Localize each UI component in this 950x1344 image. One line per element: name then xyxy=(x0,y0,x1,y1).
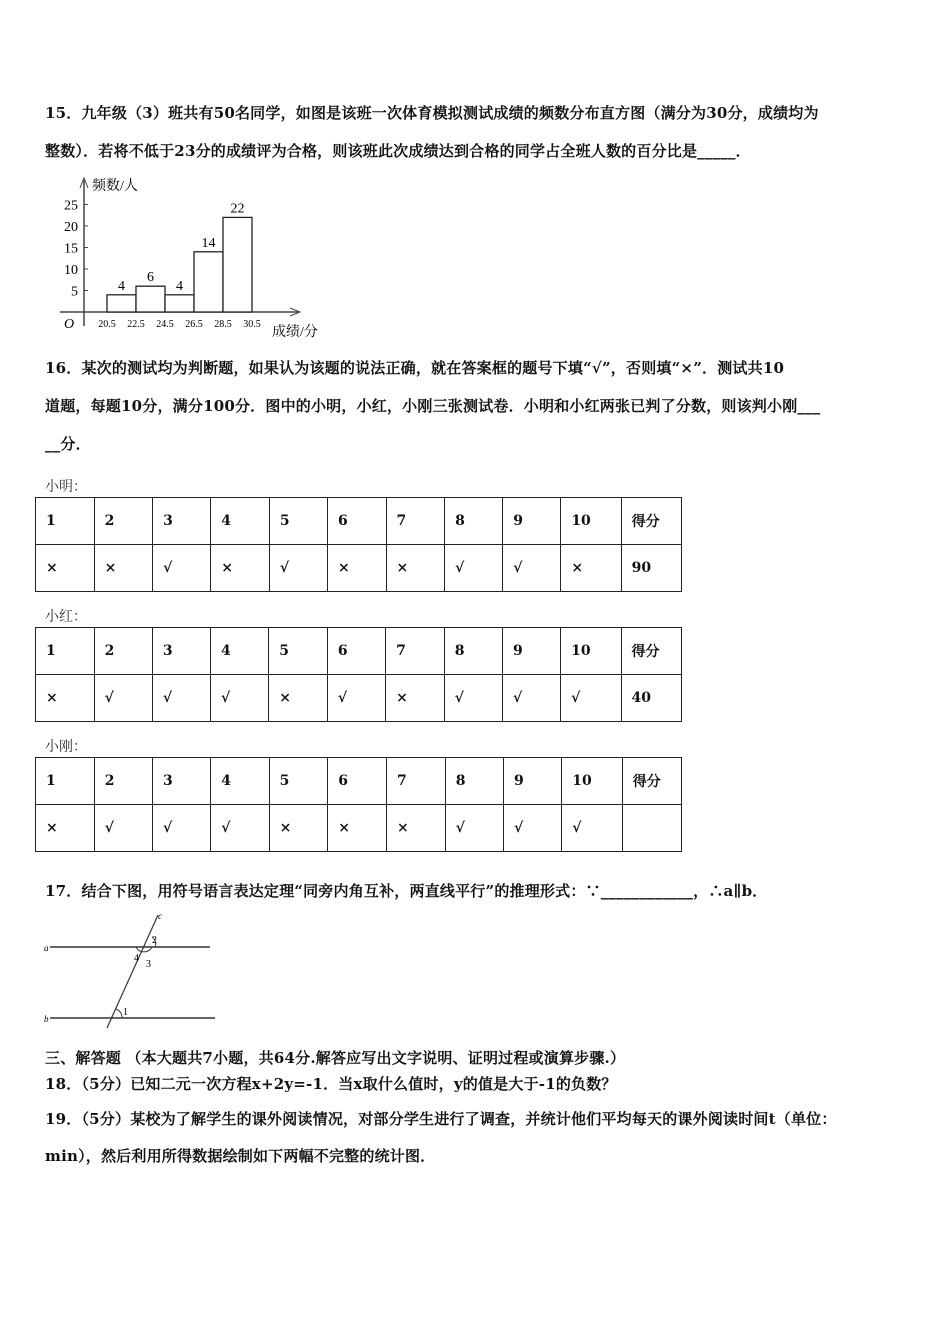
header-row xyxy=(36,758,682,805)
header-cell: 9 xyxy=(503,498,561,545)
angle-arc-1 xyxy=(116,1009,122,1018)
answer-cell: × xyxy=(36,805,95,852)
student-name-label: 小红： xyxy=(45,609,87,625)
x-tick-label: 22.5 xyxy=(127,319,145,330)
x-tick-label: 26.5 xyxy=(185,319,203,330)
answer-cell: √ xyxy=(445,545,503,592)
x-tick-label: 28.5 xyxy=(214,319,232,330)
header-cell: 9 xyxy=(504,758,562,805)
header-cell: 得分 xyxy=(621,628,681,675)
x-tick-label: 24.5 xyxy=(156,319,174,330)
answer-cell: × xyxy=(328,805,387,852)
y-tick-label: 10 xyxy=(64,263,78,278)
header-cell: 3 xyxy=(152,628,210,675)
q16-line2: 道题，每题10分，满分100分．图中的小明，小红，小刚三张测试卷．小明和小红两张已判了分数，则该判小刚___ xyxy=(45,397,821,415)
header-cell: 2 xyxy=(94,628,152,675)
header-cell: 5 xyxy=(269,758,328,805)
answer-cell: √ xyxy=(211,805,269,852)
answer-cell: × xyxy=(386,675,445,722)
answer-cell: × xyxy=(561,545,621,592)
q16-line1: 16．某次的测试均为判断题，如果认为该题的说法正确，就在答案框的题号下填“√”，否则填“×”．测试共10 xyxy=(45,359,785,377)
answer-cell: √ xyxy=(504,805,562,852)
label-4: 4 xyxy=(134,953,139,964)
label-3: 3 xyxy=(146,959,151,970)
q15-line1: 15．九年级（3）班共有50名同学，如图是该班一次体育模拟测试成绩的频数分布直方图（满分为30分，成绩均为 xyxy=(45,104,819,122)
answer-table xyxy=(35,497,682,592)
header-cell: 4 xyxy=(211,758,269,805)
y-tick-label: 20 xyxy=(64,220,78,235)
label-2: 2 xyxy=(152,935,157,946)
score-cell: 40 xyxy=(621,675,681,722)
line-c xyxy=(107,915,158,1028)
y-tick-label: 25 xyxy=(64,198,78,214)
header-cell: 9 xyxy=(502,628,560,675)
answer-cell: × xyxy=(327,545,386,592)
header-cell: 6 xyxy=(327,498,386,545)
histogram-bar xyxy=(107,295,136,312)
answer-cell: × xyxy=(36,545,95,592)
answer-cell: √ xyxy=(562,805,622,852)
answer-cell: √ xyxy=(211,675,269,722)
bar-value-label: 4 xyxy=(176,278,183,294)
bar-value-label: 6 xyxy=(147,270,154,286)
header-cell: 得分 xyxy=(621,498,681,545)
header-cell: 8 xyxy=(444,628,502,675)
header-row xyxy=(36,628,682,675)
header-cell: 10 xyxy=(561,628,621,675)
label-c: c xyxy=(158,911,162,921)
answer-row xyxy=(36,675,682,722)
histogram-bar xyxy=(194,252,223,312)
section3-heading: 三、解答题 （本大题共7小题，共64分.解答应写出文字说明、证明过程或演算步骤.） xyxy=(45,1049,626,1067)
header-cell: 3 xyxy=(153,498,211,545)
q17-line1: 17．结合下图，用符号语言表达定理“同旁内角互补，两直线平行”的推理形式：∵____________，∴a∥b． xyxy=(45,882,768,900)
header-cell: 4 xyxy=(211,628,269,675)
header-cell: 7 xyxy=(386,628,445,675)
header-row xyxy=(36,498,682,545)
student-name-label: 小明： xyxy=(45,479,87,495)
header-cell: 6 xyxy=(327,628,385,675)
header-cell: 10 xyxy=(561,498,621,545)
answer-row xyxy=(36,805,682,852)
q19-line2: min），然后利用所得数据绘制如下两幅不完整的统计图． xyxy=(45,1147,436,1165)
answer-cell: √ xyxy=(94,805,152,852)
header-cell: 2 xyxy=(94,498,153,545)
x-tick-label: 20.5 xyxy=(98,319,116,330)
origin-label: O xyxy=(64,317,75,332)
bar-value-label: 22 xyxy=(230,201,245,217)
q18: 18．（5分）已知二元一次方程x+2y=-1．当x取什么值时，y的值是大于-1的负数？ xyxy=(45,1075,617,1093)
answer-cell: √ xyxy=(561,675,621,722)
answer-cell: √ xyxy=(94,675,152,722)
header-cell: 8 xyxy=(445,758,503,805)
bar-value-label: 4 xyxy=(118,278,125,294)
header-cell: 7 xyxy=(387,758,446,805)
header-cell: 得分 xyxy=(622,758,681,805)
answer-table xyxy=(35,627,682,722)
header-cell: 1 xyxy=(36,498,95,545)
answer-cell: √ xyxy=(153,805,211,852)
header-cell: 2 xyxy=(94,758,152,805)
answer-cell: √ xyxy=(445,805,503,852)
answer-cell: × xyxy=(269,805,328,852)
header-cell: 6 xyxy=(328,758,387,805)
answer-cell: × xyxy=(386,545,445,592)
answer-cell: × xyxy=(387,805,446,852)
q19-line1: 19．（5分）某校为了解学生的课外阅读情况，对部分学生进行了调查，并统计他们平均每天的课外阅读时间t（单位： xyxy=(45,1110,837,1128)
header-cell: 5 xyxy=(269,628,328,675)
answer-cell: √ xyxy=(503,545,561,592)
header-cell: 3 xyxy=(153,758,211,805)
answer-table xyxy=(35,757,682,852)
bar-value-label: 14 xyxy=(201,235,216,251)
q16-line3: __分． xyxy=(45,435,91,453)
header-cell: 1 xyxy=(36,758,95,805)
y-tick-label: 5 xyxy=(71,284,78,300)
histogram-bar xyxy=(165,295,194,312)
header-cell: 8 xyxy=(445,498,503,545)
header-cell: 5 xyxy=(269,498,327,545)
header-cell: 7 xyxy=(386,498,445,545)
answer-cell: × xyxy=(211,545,270,592)
header-cell: 4 xyxy=(211,498,270,545)
y-axis-label: 频数/人 xyxy=(92,179,138,194)
parallel-lines-diagram xyxy=(40,905,230,1035)
q15-line2: 整数）．若将不低于23分的成绩评为合格，则该班此次成绩达到合格的同学占全班人数的百分比是_____． xyxy=(45,142,751,160)
answer-cell: √ xyxy=(444,675,502,722)
answer-cell: × xyxy=(94,545,153,592)
score-cell xyxy=(622,805,681,852)
answer-cell: √ xyxy=(152,675,210,722)
answer-cell: √ xyxy=(502,675,560,722)
answer-cell: √ xyxy=(269,545,327,592)
histogram xyxy=(40,170,360,345)
x-axis-label: 成绩/分 xyxy=(272,325,318,340)
y-tick-label: 15 xyxy=(64,241,78,257)
histogram-bar xyxy=(136,286,165,312)
header-cell: 1 xyxy=(36,628,95,675)
answer-cell: √ xyxy=(153,545,211,592)
x-tick-label: 30.5 xyxy=(243,319,261,330)
answer-cell: × xyxy=(36,675,95,722)
student-name-label: 小刚： xyxy=(45,739,87,755)
header-cell: 10 xyxy=(562,758,622,805)
label-1: 1 xyxy=(123,1007,128,1018)
answer-row xyxy=(36,545,682,592)
answer-cell: × xyxy=(269,675,328,722)
score-cell: 90 xyxy=(621,545,681,592)
label-b: b xyxy=(44,1014,49,1024)
answer-cell: √ xyxy=(327,675,385,722)
histogram-bar xyxy=(223,217,252,312)
label-a: a xyxy=(44,943,49,953)
